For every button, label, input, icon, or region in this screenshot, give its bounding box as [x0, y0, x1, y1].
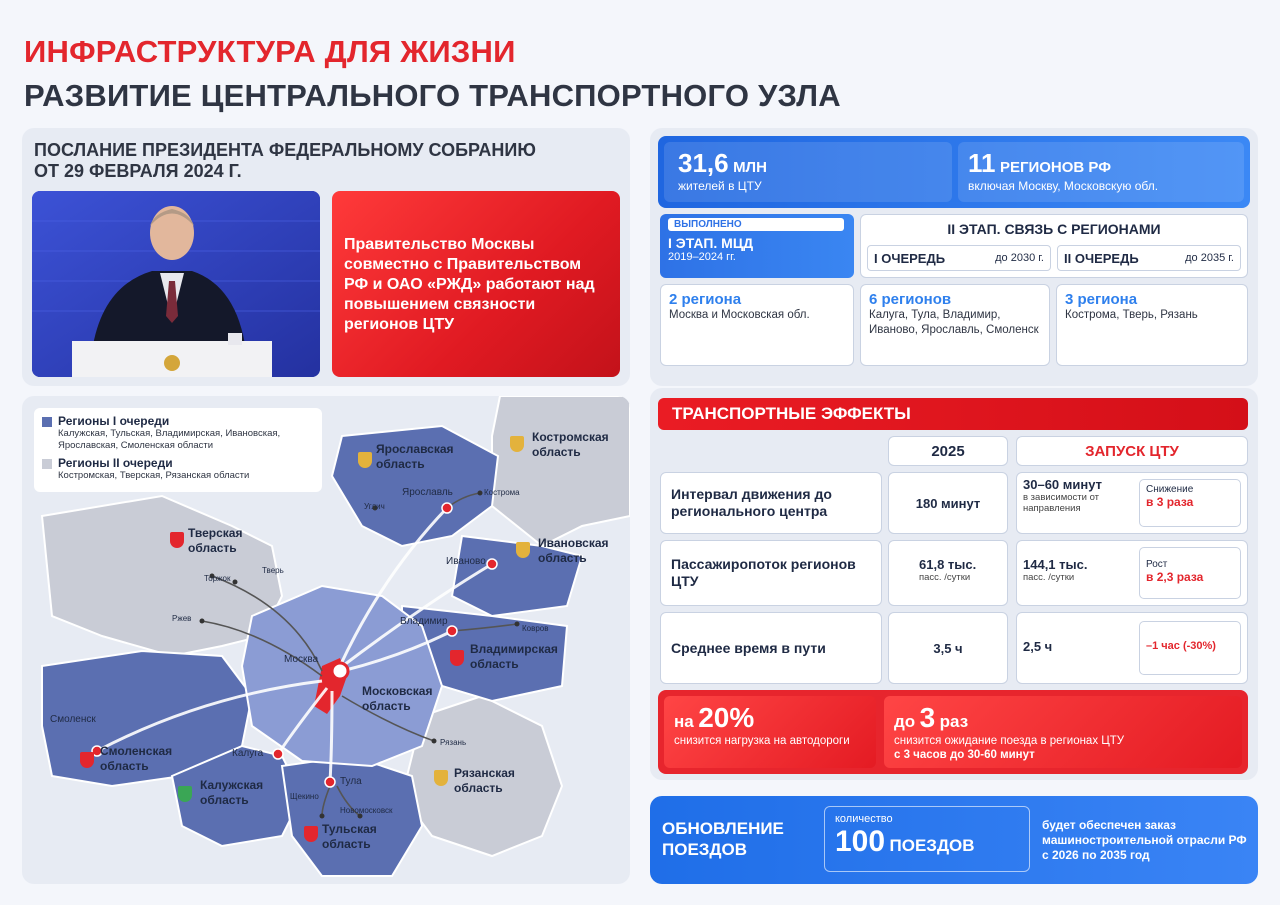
ctu-stats-panel — [650, 128, 1258, 386]
row2-change: Рост в 2,3 раза — [1139, 547, 1241, 599]
page-subtitle: РАЗВИТИЕ ЦЕНТРАЛЬНОГО ТРАНСПОРТНОГО УЗЛА — [24, 78, 841, 113]
effects-highlights — [658, 690, 1248, 774]
label-tver-region: Тверская область — [188, 526, 243, 555]
stage2-card — [860, 214, 1248, 278]
map-legend — [34, 408, 322, 492]
group-card-3: 3 региона Кострома, Тверь, Рязань — [1056, 284, 1248, 366]
row-label-interval: Интервал движения до регионального центра — [660, 472, 882, 534]
tver-crest-icon — [170, 532, 184, 548]
label-kostroma-region: Костромская область — [532, 430, 609, 459]
city-kovrov: Ковров — [522, 624, 549, 633]
row2-2025: 61,8 тыс. пасс. /сутки — [888, 540, 1008, 606]
col-2025: 2025 — [888, 436, 1008, 466]
highlight-wait-time: до 3 раз снизится ожидание поезда в регионах ЦТУ с 3 часов до 30-60 минут — [884, 696, 1242, 768]
legend-text-second: Костромская, Тверская, Рязанская области — [58, 470, 250, 481]
map-panel — [22, 396, 630, 884]
stage2-title: II ЭТАП. СВЯЗЬ С РЕГИОНАМИ — [947, 221, 1161, 237]
kaluga-crest-icon — [178, 786, 192, 802]
label-tula-region: Тульская область — [322, 822, 377, 851]
train-count-box: количество 100 ПОЕЗДОВ — [824, 806, 1030, 872]
legend-title-first: Регионы I очереди — [58, 414, 170, 428]
city-uglich: Углич — [364, 502, 385, 511]
col-launch: ЗАПУСК ЦТУ — [1016, 436, 1248, 466]
president-photo — [32, 191, 320, 377]
city-tver: Тверь — [262, 566, 284, 575]
city-smolensk: Смоленск — [50, 714, 96, 725]
region-tula — [282, 756, 422, 876]
label-kaluga-region: Калужская область — [200, 778, 264, 807]
queue1: I ОЧЕРЕДЬ до 2030 г. — [867, 245, 1051, 271]
ryazan-crest-icon — [434, 770, 448, 786]
label-moscow-oblast: Московская область — [362, 684, 433, 713]
city-ivanovo: Иваново — [446, 556, 486, 567]
stage1-years: 2019–2024 гг. — [668, 251, 736, 263]
transport-effects-panel — [650, 388, 1258, 780]
label-ryazan-region: Рязанская область — [454, 766, 515, 795]
update-title: ОБНОВЛЕНИЕ ПОЕЗДОВ — [662, 819, 784, 859]
smolensk-crest-icon — [80, 752, 94, 768]
label-yaroslavl-region: Ярославская область — [376, 442, 454, 471]
city-tula: Тула — [340, 776, 362, 787]
legend-title-second: Регионы II очереди — [58, 456, 173, 470]
effects-title: ТРАНСПОРТНЫЕ ЭФФЕКТЫ — [658, 398, 1248, 430]
city-vladimir: Владимир — [400, 616, 448, 627]
highlight-road-load: на 20% снизится нагрузка на автодороги — [664, 696, 876, 768]
residents-card: 31,6 МЛН жителей в ЦТУ — [664, 142, 952, 202]
stage1-title: I ЭТАП. МЦД — [668, 235, 754, 251]
message-title: ПОСЛАНИЕ ПРЕЗИДЕНТА ФЕДЕРАЛЬНОМУ СОБРАНИЮ ОТ 29 ФЕВРАЛЯ 2024 Г. — [34, 140, 536, 181]
vladimir-crest-icon — [450, 650, 464, 666]
page-title: ИНФРАСТРУКТУРА ДЛЯ ЖИЗНИ — [24, 34, 516, 69]
city-kaluga: Калуга — [232, 748, 264, 759]
row-label-passengers: Пассажиропоток регионов ЦТУ — [660, 540, 882, 606]
update-note: будет обеспечен заказ машиностроительной отрасли РФ с 2026 по 2035 год — [1042, 818, 1247, 862]
row-label-travel-time: Среднее время в пути — [660, 612, 882, 684]
train-update-panel — [650, 796, 1258, 884]
city-rzhev: Ржев — [172, 614, 192, 623]
label-smolensk-region: Смоленская область — [100, 744, 173, 773]
region-tver — [42, 496, 282, 656]
city-shchekino: Щекино — [290, 792, 319, 801]
row3-change: –1 час (-30%) — [1139, 621, 1241, 675]
label-ivanovo-region: Ивановская область — [538, 536, 609, 565]
group-card-1: 2 региона Москва и Московская обл. — [660, 284, 854, 366]
yaroslavl-crest-icon — [358, 452, 372, 468]
row1-launch: 30–60 минут в зависимости от направления Снижение в 3 раза — [1016, 472, 1248, 534]
city-moscow: Москва — [284, 654, 319, 665]
row1-2025: 180 минут — [888, 472, 1008, 534]
row3-2025: 3,5 ч — [888, 612, 1008, 684]
label-vladimir-region: Владимирская область — [470, 642, 558, 671]
city-torzhok: Торжок — [204, 574, 231, 583]
legend-swatch-second — [42, 459, 52, 469]
president-message-panel — [22, 128, 630, 386]
row3-launch: 2,5 ч –1 час (-30%) — [1016, 612, 1248, 684]
city-kostroma: Кострома — [484, 488, 520, 497]
government-statement: Правительство Москвы совместно с Правительством РФ и ОАО «РЖД» работают над повышением связности регионов ЦТУ — [332, 191, 620, 377]
group-card-2: 6 регионов Калуга, Тула, Владимир, Иваново, Ярославль, Смоленск — [860, 284, 1050, 366]
done-badge: ВЫПОЛНЕНО — [668, 218, 844, 231]
legend-text-first: Калужская, Тульская, Владимирская, Ивановская, Ярославская, Смоленская области — [58, 428, 281, 451]
queue2: II ОЧЕРЕДЬ до 2035 г. — [1057, 245, 1241, 271]
city-yaroslavl: Ярославль — [402, 487, 453, 498]
city-ryazan: Рязань — [440, 738, 467, 747]
region-kostroma — [492, 396, 630, 546]
row1-change: Снижение в 3 раза — [1139, 479, 1241, 527]
row2-launch: 144,1 тыс. пасс. /сутки Рост в 2,3 раза — [1016, 540, 1248, 606]
ivanovo-crest-icon — [516, 542, 530, 558]
tula-crest-icon — [304, 826, 318, 842]
city-novomoskovsk: Новомосковск — [340, 806, 393, 815]
stage1-card — [660, 214, 854, 278]
kostroma-crest-icon — [510, 436, 524, 452]
regions-card: 11 РЕГИОНОВ РФ включая Москву, Московскую обл. — [958, 142, 1244, 202]
legend-swatch-first — [42, 417, 52, 427]
